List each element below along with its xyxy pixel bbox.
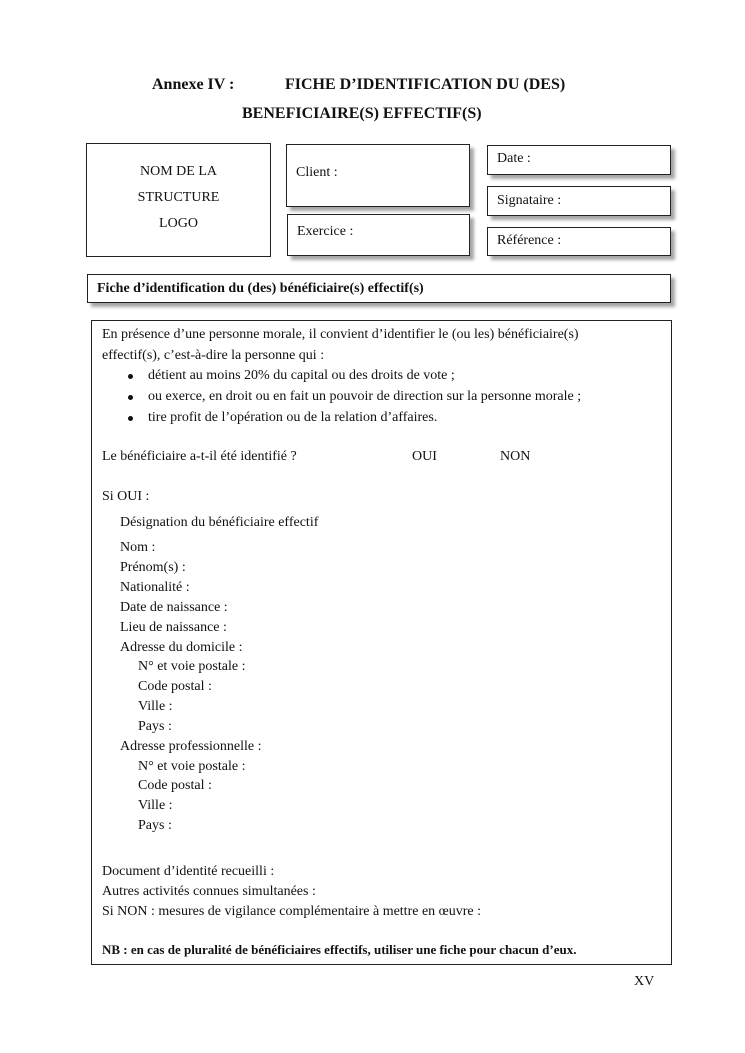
- reference-field[interactable]: [487, 227, 671, 256]
- structure-logo: LOGO: [159, 216, 198, 231]
- signataire-field[interactable]: [487, 186, 671, 216]
- bullet-icon: [128, 416, 133, 421]
- bullet-item: détient au moins 20% du capital ou des droits de vote ;: [148, 368, 455, 383]
- prenoms-field[interactable]: Prénom(s) :: [120, 560, 186, 575]
- adresse-pro-label: Adresse professionnelle :: [120, 739, 262, 754]
- dom-voie-field[interactable]: N° et voie postale :: [138, 659, 246, 674]
- non-option[interactable]: NON: [500, 449, 531, 464]
- dom-pays-field[interactable]: Pays :: [138, 719, 172, 734]
- date-label: Date :: [497, 151, 531, 166]
- nb-note: NB : en cas de pluralité de bénéficiaires effectifs, utiliser une fiche pour chacun d’eux.: [102, 942, 577, 957]
- bullet-icon: [128, 374, 133, 379]
- oui-option[interactable]: OUI: [412, 449, 437, 464]
- intro-line2: effectif(s), c’est-à-dire la personne qui :: [102, 348, 325, 363]
- date-field[interactable]: [487, 145, 671, 175]
- dom-code-field[interactable]: Code postal :: [138, 679, 212, 694]
- pro-code-field[interactable]: Code postal :: [138, 778, 212, 793]
- designation-label: Désignation du bénéficiaire effectif: [120, 515, 319, 530]
- client-label: Client :: [296, 165, 338, 180]
- annex-label: Annexe IV :: [152, 76, 235, 93]
- structure-line1: NOM DE LA: [140, 164, 217, 179]
- pro-pays-field[interactable]: Pays :: [138, 818, 172, 833]
- signataire-label: Signataire :: [497, 193, 562, 208]
- section-title: Fiche d’identification du (des) bénéficiaire(s) effectif(s): [97, 281, 424, 296]
- document-identite-field[interactable]: Document d’identité recueilli :: [102, 864, 275, 879]
- pro-voie-field[interactable]: N° et voie postale :: [138, 759, 246, 774]
- nom-field[interactable]: Nom :: [120, 540, 156, 555]
- si-oui-label: Si OUI :: [102, 489, 150, 504]
- client-field[interactable]: [286, 144, 470, 207]
- bullet-item: ou exerce, en droit ou en fait un pouvoir de direction sur la personne morale ;: [148, 389, 582, 404]
- page-title-line1: FICHE D’IDENTIFICATION DU (DES): [285, 76, 566, 93]
- pro-ville-field[interactable]: Ville :: [138, 798, 173, 813]
- page-title-line2: BENEFICIAIRE(S) EFFECTIF(S): [242, 105, 482, 122]
- exercice-label: Exercice :: [297, 224, 354, 239]
- lieu-naissance-field[interactable]: Lieu de naissance :: [120, 620, 227, 635]
- intro-line1: En présence d’une personne morale, il convient d’identifier le (ou les) bénéficiaire(s): [102, 327, 579, 342]
- dom-ville-field[interactable]: Ville :: [138, 699, 173, 714]
- bullet-item: tire profit de l’opération ou de la relation d’affaires.: [148, 410, 438, 425]
- exercice-field[interactable]: [287, 214, 470, 256]
- identification-question: Le bénéficiaire a-t-il été identifié ?: [102, 449, 297, 464]
- bullet-icon: [128, 395, 133, 400]
- structure-logo-box: [86, 143, 271, 257]
- section-title-bar: [87, 274, 671, 303]
- page-number: XV: [634, 974, 655, 989]
- si-non-field[interactable]: Si NON : mesures de vigilance complémentaire à mettre en œuvre :: [102, 904, 482, 919]
- beneficiary-form: [91, 320, 672, 965]
- date-naissance-field[interactable]: Date de naissance :: [120, 600, 228, 615]
- adresse-domicile-label: Adresse du domicile :: [120, 640, 243, 655]
- autres-activites-field[interactable]: Autres activités connues simultanées :: [102, 884, 316, 899]
- nationalite-field[interactable]: Nationalité :: [120, 580, 190, 595]
- structure-line2: STRUCTURE: [137, 190, 220, 205]
- reference-label: Référence :: [497, 233, 562, 248]
